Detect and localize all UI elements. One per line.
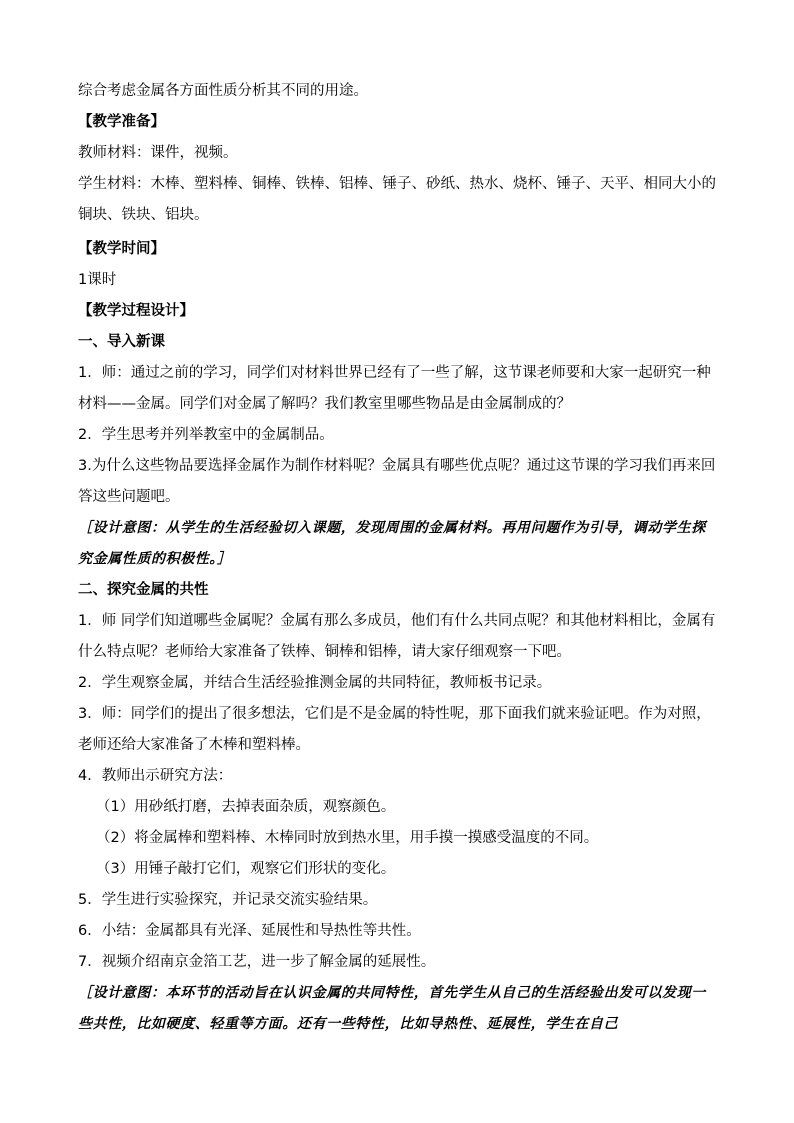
lesson-duration: 1课时 (78, 272, 117, 288)
section-heading-time: 【教学时间】 (78, 241, 165, 257)
teacher-materials: 教师材料：课件，视频。 (78, 145, 238, 161)
document-body (78, 76, 720, 1040)
subsection-heading-intro: 一、导入新课 (78, 334, 165, 350)
intro-step-2: 2．学生思考并列举教室中的金属制品。 (78, 427, 334, 443)
section-heading-process: 【教学过程设计】 (78, 303, 194, 319)
design-intent-note-2: ［设计意图：本环节的活动旨在认识金属的共同特性，首先学生从自己的生活经验出发可以发现一些共性，比如硬度、轻重等方面。还有一些特性，比如导热性、延展性，学生在自己 (78, 985, 706, 1032)
explore-step-2: 2．学生观察金属，并结合生活经验推测金属的共同特征，教师板书记录。 (78, 675, 552, 691)
method-sub-1: （1）用砂纸打磨，去掉表面杂质，观察颜色。 (96, 799, 396, 815)
explore-step-3: 3．师：同学们的提出了很多想法，它们是不是金属的特性呢，那下面我们就来验证吧。作为对照，老师还给大家准备了木棒和塑料棒。 (78, 706, 711, 753)
explore-step-5: 5．学生进行实验探究，并记录交流实验结果。 (78, 892, 378, 908)
section-heading-preparation: 【教学准备】 (78, 114, 165, 130)
method-sub-3: （3）用锤子敲打它们，观察它们形状的变化。 (96, 861, 396, 877)
student-materials: 学生材料：木棒、塑料棒、铜棒、铁棒、铝棒、锤子、砂纸、热水、烧杯、锤子、天平、相同大小的铜块、铁块、铝块。 (78, 176, 716, 223)
intro-step-3: 3.为什么这些物品要选择金属作为制作材料呢？金属具有哪些优点呢？通过这节课的学习我们再来回答这些问题吧。 (78, 458, 716, 505)
subsection-heading-explore: 二、探究金属的共性 (78, 582, 209, 598)
explore-step-4: 4．教师出示研究方法： (78, 768, 233, 784)
intro-step-1: 1．师：通过之前的学习，同学们对材料世界已经有了一些了解，这节课老师要和大家一起研究一种材料——金属。同学们对金属了解吗？我们教室里哪些物品是由金属制成的？ (78, 365, 711, 412)
method-sub-2: （2）将金属棒和塑料棒、木棒同时放到热水里，用手摸一摸感受温度的不同。 (96, 830, 599, 846)
explore-step-7: 7．视频介绍南京金箔工艺，进一步了解金属的延展性。 (78, 954, 436, 970)
design-intent-note-1: ［设计意图：从学生的生活经验切入课题，发现周围的金属材料。再用问题作为引导，调动学生探究金属性质的积极性。］ (78, 520, 706, 567)
explore-step-1: 1．师 同学们知道哪些金属呢？金属有那么多成员，他们有什么共同点呢？和其他材料相比，金属有什么特点呢？老师给大家准备了铁棒、铜棒和铝棒，请大家仔细观察一下吧。 (78, 613, 716, 660)
explore-step-6: 6．小结：金属都具有光泽、延展性和导热性等共性。 (78, 923, 421, 939)
objective-line: 综合考虑金属各方面性质分析其不同的用途。 (78, 83, 368, 99)
